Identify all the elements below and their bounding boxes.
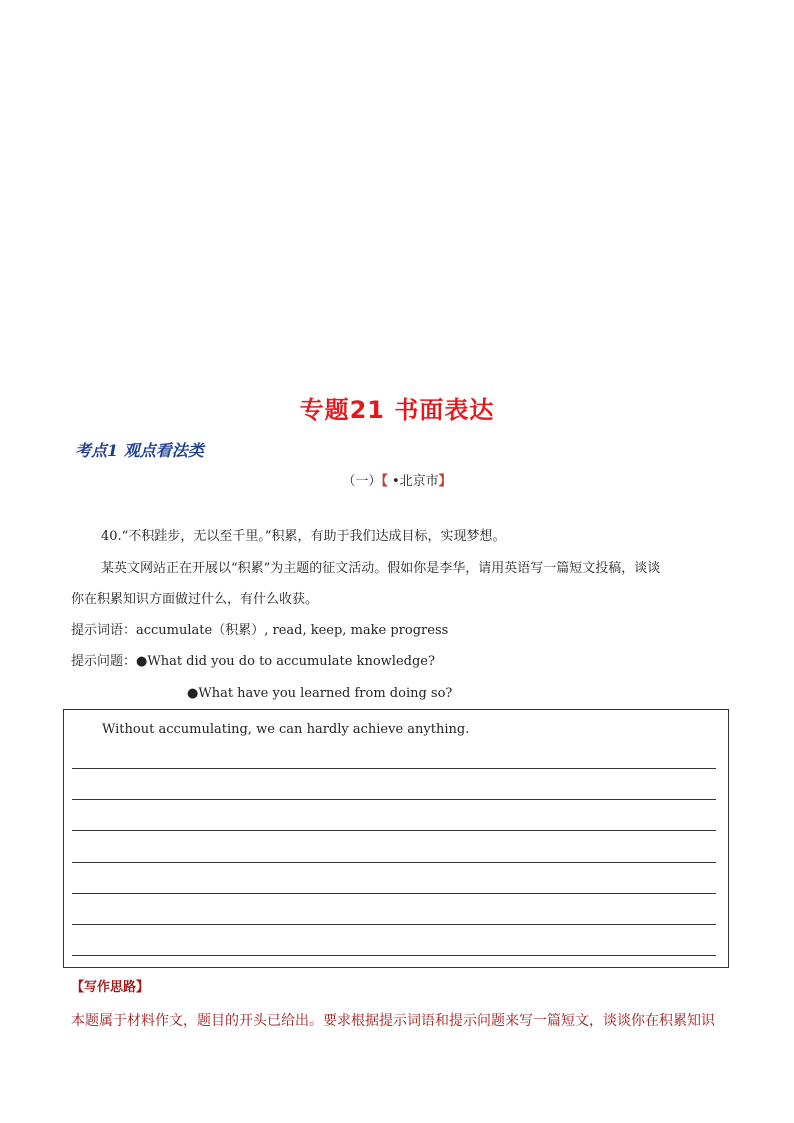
- answer-line: [72, 768, 716, 769]
- source-open-bracket: 【: [381, 474, 388, 489]
- answer-line: [72, 830, 716, 831]
- answer-line: [72, 893, 716, 894]
- source-text: •北京市: [387, 474, 439, 489]
- opening-sentence: Without accumulating, we can hardly achieve anything.: [102, 722, 470, 737]
- source-close-bracket: 】: [438, 474, 452, 489]
- question-line-1: 40.“不积跬步，无以至千里。”积累，有助于我们达成目标，实现梦想。: [101, 529, 506, 544]
- answer-line: [72, 955, 716, 956]
- writing-idea-text: 本题属于材料作文，题目的开头已给出。要求根据提示词语和提示问题来写一篇短文，谈谈你在积累知识: [71, 1013, 715, 1029]
- hint-question-2: ●What have you learned from doing so?: [187, 686, 453, 701]
- question-line-2: 某英文网站正在开展以“积累”为主题的征文活动。假如你是李华，请用英语写一篇短文投稿，谈谈: [101, 561, 661, 576]
- source-prefix: （一）: [342, 474, 382, 489]
- question-line-3: 你在积累知识方面做过什么，有什么收获。: [71, 592, 319, 607]
- source-line: [0, 470, 794, 489]
- writing-idea-heading: 【写作思路】: [71, 980, 150, 995]
- answer-line: [72, 924, 716, 925]
- hint-words: 提示词语：accumulate（积累）, read, keep, make progress: [71, 623, 449, 638]
- hint-question-1: 提示问题：●What did you do to accumulate knowledge?: [71, 654, 435, 669]
- answer-line: [72, 799, 716, 800]
- answer-box: [63, 709, 729, 968]
- answer-line: [72, 862, 716, 863]
- section-heading: 考点1 观点看法类: [75, 441, 204, 460]
- page-title: 专题21 书面表达: [299, 396, 495, 424]
